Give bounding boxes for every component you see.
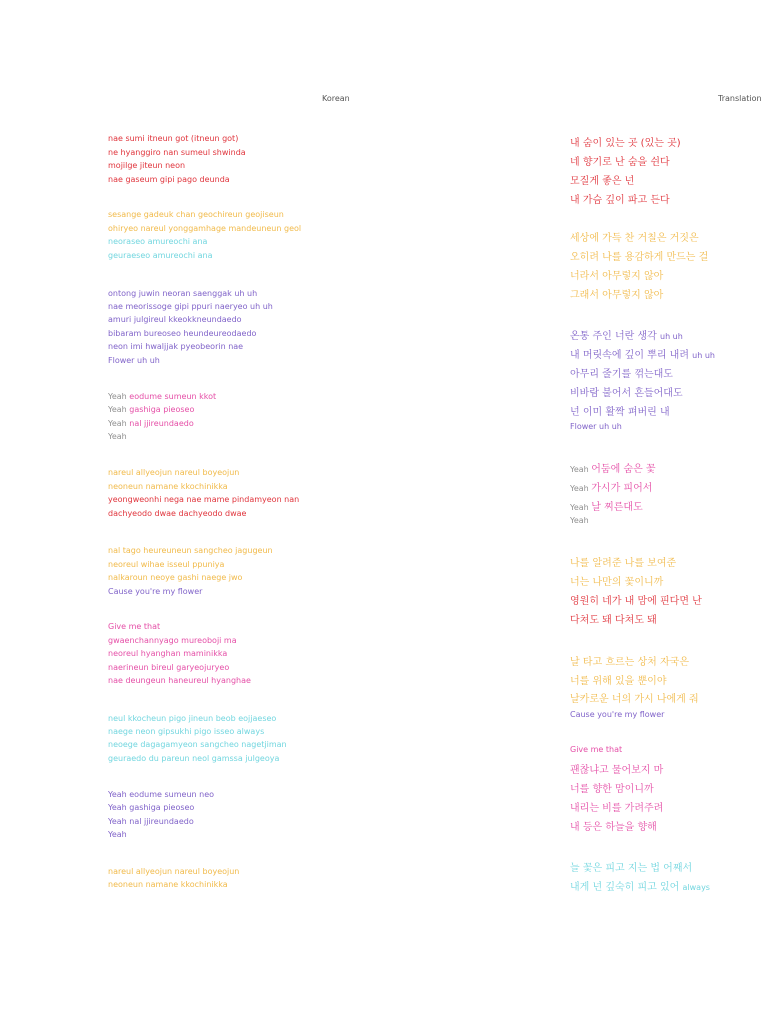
hangul-lyric-line	[570, 498, 643, 513]
hangul-lyric-line	[570, 267, 663, 282]
romanized-lyric-segment: nalkaroun neoye gashi naege jwo	[108, 573, 243, 582]
romanized-lyric-line	[108, 740, 287, 749]
romanized-lyric-line	[108, 830, 127, 839]
romanized-lyric-segment: Yeah	[108, 419, 130, 428]
hangul-lyric-segment: always	[682, 883, 710, 892]
hangul-lyric-segment: 온통 주인 너란 생각	[570, 331, 660, 342]
romanized-lyric-line	[108, 468, 239, 477]
romanized-lyric-line	[108, 148, 246, 157]
romanized-lyric-segment: nal jjireundaedo	[129, 419, 194, 428]
romanized-lyric-line	[108, 302, 273, 311]
romanized-lyric-segment: gwaenchannyago mureoboji ma	[108, 636, 237, 645]
hangul-lyric-line	[570, 153, 670, 168]
romanized-lyric-line	[108, 714, 276, 723]
romanized-lyric-line	[108, 867, 239, 876]
hangul-lyric-segment: 너를 향한 맘이니까	[570, 784, 654, 795]
hangul-lyric-segment: Yeah	[570, 503, 592, 512]
hangul-lyric-line	[570, 191, 670, 206]
romanized-lyric-segment: Flower uh uh	[108, 356, 160, 365]
romanized-lyric-segment: nareul allyeojun nareul boyeojun	[108, 867, 240, 876]
hangul-lyric-line	[570, 229, 699, 244]
hangul-lyric-segment: 괜찮냐고 물어보지 마	[570, 765, 664, 776]
romanized-lyric-line	[108, 803, 194, 812]
romanized-lyric-segment: naerineun bireul garyeojuryeo	[108, 663, 230, 672]
romanized-lyric-segment: neoege dagagamyeon sangcheo nagetjiman	[108, 740, 287, 749]
romanized-lyric-line	[108, 560, 224, 569]
romanized-lyric-line	[108, 405, 194, 414]
romanized-lyric-segment: nae deungeun haneureul hyanghae	[108, 676, 251, 685]
romanized-lyric-segment: eodume sumeun kkot	[129, 392, 217, 401]
hangul-lyric-line	[570, 479, 652, 494]
romanized-lyric-segment: nae gaseum gipi pago deunda	[108, 175, 230, 184]
hangul-lyric-segment: 내리는 비를 가려주려	[570, 803, 664, 814]
hangul-lyric-segment: 내 등은 하늘을 향해	[570, 822, 657, 833]
hangul-lyric-segment: 날카로운 너의 가시 나에게 줘	[570, 694, 699, 705]
hangul-lyric-line	[570, 327, 683, 342]
hangul-lyric-segment: 날 찌른대도	[591, 502, 643, 513]
romanized-lyric-line	[108, 622, 160, 631]
romanized-lyric-segment: nae meorissoge gipi ppuri naeryeo uh uh	[108, 302, 273, 311]
hangul-lyric-segment: 나를 알려준 나를 보여준	[570, 558, 677, 569]
romanized-lyric-line	[108, 210, 284, 219]
hangul-lyric-segment: Flower uh uh	[570, 422, 622, 431]
romanized-lyric-segment: amuri julgireul kkeokkneundaedo	[108, 315, 242, 324]
romanized-lyric-line	[108, 573, 242, 582]
romanized-lyric-segment: bibaram bureoseo heundeureodaedo	[108, 329, 257, 338]
hangul-lyric-segment: uh uh	[692, 351, 715, 360]
romanized-lyric-segment: nal tago heureuneun sangcheo jagugeun	[108, 546, 273, 555]
hangul-lyric-line	[570, 286, 663, 301]
romanized-lyric-line	[108, 817, 194, 826]
hangul-lyric-line	[570, 709, 664, 720]
romanized-lyric-line	[108, 754, 279, 763]
romanized-lyric-segment: nareul allyeojun nareul boyeojun	[108, 468, 240, 477]
hangul-lyric-segment: 너는 나만의 꽃이니까	[570, 577, 664, 588]
hangul-lyric-segment: 넌 이미 활짝 펴버린 내	[570, 407, 670, 418]
hangul-lyric-segment: 오히려 나를 용감하게 만드는 걸	[570, 252, 709, 263]
hangul-lyric-line	[570, 365, 673, 380]
romanized-lyric-line	[108, 649, 227, 658]
hangul-lyric-line	[570, 690, 699, 705]
romanized-lyric-segment: geuraeseo amureochi ana	[108, 251, 213, 260]
hangul-lyric-segment: 가시가 피어서	[591, 483, 653, 494]
romanized-lyric-segment: Yeah	[108, 830, 127, 839]
hangul-lyric-segment: Yeah	[570, 484, 592, 493]
romanized-lyric-segment: Yeah	[108, 405, 130, 414]
romanized-lyric-segment: neoreul hyanghan maminikka	[108, 649, 228, 658]
romanized-lyric-line	[108, 587, 202, 596]
hangul-lyric-segment: 내 가슴 깊이 파고 든다	[570, 195, 670, 206]
romanized-lyric-line	[108, 676, 251, 685]
hangul-lyric-segment: 그래서 아무렇지 않아	[570, 290, 664, 301]
romanized-lyric-segment: nae sumi itneun got (itneun got)	[108, 134, 239, 143]
romanized-lyric-segment: neoneun namane kkochinikka	[108, 482, 228, 491]
romanized-lyric-segment: ontong juwin neoran saenggak uh uh	[108, 289, 258, 298]
hangul-lyric-line	[570, 554, 676, 569]
hangul-lyric-segment: 너를 위해 있을 뿐이야	[570, 676, 667, 687]
hangul-lyric-line	[570, 592, 702, 607]
hangul-lyric-segment: 아무리 줄기를 꺾는대도	[570, 369, 673, 380]
hangul-lyric-line	[570, 134, 681, 149]
hangul-lyric-line	[570, 573, 663, 588]
romanized-lyric-line	[108, 356, 160, 365]
hangul-lyric-line	[570, 346, 715, 361]
romanized-lyric-segment: neoreul wihae isseul ppuniya	[108, 560, 225, 569]
hangul-lyric-segment: 늘 꽃은 피고 지는 법 어째서	[570, 863, 693, 874]
romanized-lyric-line	[108, 636, 237, 645]
romanized-lyric-line	[108, 663, 229, 672]
hangul-lyric-segment: 어둠에 숨은 꽃	[591, 464, 656, 475]
romanized-lyric-segment: Yeah	[108, 392, 130, 401]
romanized-lyric-line	[108, 392, 216, 401]
romanized-lyric-segment: Yeah	[108, 432, 127, 441]
romanized-lyric-line	[108, 315, 242, 324]
hangul-lyric-line	[570, 384, 683, 399]
romanized-lyric-segment: gashiga pieoseo	[129, 405, 195, 414]
hangul-lyric-segment: Yeah	[570, 516, 589, 525]
romanized-lyric-line	[108, 509, 246, 518]
hangul-lyric-line	[570, 780, 654, 795]
hangul-lyric-segment: 내 머릿속에 깊이 뿌리 내려	[570, 350, 693, 361]
romanized-lyric-line	[108, 342, 243, 351]
hangul-lyric-segment: Give me that	[570, 745, 623, 754]
hangul-lyric-line	[570, 248, 708, 263]
romanized-lyric-line	[108, 289, 257, 298]
hangul-lyric-segment: 내 숨이 있는 곳 (있는 곳)	[570, 138, 681, 149]
hangul-lyric-segment: 영원히 네가 내 맘에 핀다면 난	[570, 596, 702, 607]
hangul-lyric-segment: Cause you're my flower	[570, 710, 665, 719]
romanized-lyric-line	[108, 419, 194, 428]
romanized-lyric-segment: dachyeodo dwae dachyeodo dwae	[108, 509, 247, 518]
hangul-lyric-line	[570, 859, 692, 874]
hangul-lyric-segment: uh uh	[660, 332, 683, 341]
romanized-lyric-line	[108, 134, 238, 143]
romanized-lyric-line	[108, 727, 264, 736]
romanized-lyric-line	[108, 175, 230, 184]
romanized-lyric-segment: neon imi hwaljjak pyeobeorin nae	[108, 342, 244, 351]
romanized-lyric-line	[108, 546, 273, 555]
romanized-lyric-line	[108, 237, 207, 246]
hangul-lyric-line	[570, 611, 657, 626]
hangul-lyric-segment: 네 향기로 난 숨을 쉰다	[570, 157, 670, 168]
hangul-lyric-line	[570, 818, 657, 833]
romanized-lyric-line	[108, 495, 299, 504]
romanized-lyric-segment: Give me that	[108, 622, 161, 631]
hangul-lyric-line	[570, 515, 589, 526]
hangul-lyric-segment: 너라서 아무렇지 않아	[570, 271, 664, 282]
romanized-lyric-line	[108, 329, 256, 338]
romanized-lyric-segment: Yeah gashiga pieoseo	[108, 803, 195, 812]
hangul-lyric-line	[570, 460, 656, 475]
hangul-lyric-segment: 모질게 좋은 넌	[570, 176, 635, 187]
hangul-lyric-line	[570, 172, 634, 187]
romanized-lyric-line	[108, 224, 301, 233]
romanized-lyric-line	[108, 161, 185, 170]
romanized-lyric-line	[108, 482, 228, 491]
hangul-lyric-line	[570, 672, 666, 687]
romanized-lyric-segment: ne hyanggiro nan sumeul shwinda	[108, 148, 246, 157]
romanized-lyric-segment: neoraseo amureochi ana	[108, 237, 208, 246]
romanized-lyric-segment: Cause you're my flower	[108, 587, 203, 596]
romanized-lyric-segment: naege neon gipsukhi pigo isseo always	[108, 727, 265, 736]
korean-column-header: Korean	[322, 94, 350, 103]
romanized-lyric-line	[108, 880, 228, 889]
romanized-lyric-segment: sesange gadeuk chan geochireun geojiseun	[108, 210, 284, 219]
hangul-lyric-segment: Yeah	[570, 465, 592, 474]
romanized-lyric-segment: geuraedo du pareun neol gamssa julgeoya	[108, 754, 280, 763]
romanized-lyric-segment: Yeah nal jjireundaedo	[108, 817, 194, 826]
translation-column-header: Translation	[718, 94, 762, 103]
romanized-lyric-segment: Yeah eodume sumeun neo	[108, 790, 215, 799]
hangul-lyric-segment: 날 타고 흐르는 상처 자국은	[570, 657, 689, 668]
hangul-lyric-line	[570, 421, 622, 432]
hangul-lyric-segment: 내게 넌 깊숙히 피고 있어	[570, 882, 683, 893]
romanized-lyric-segment: neul kkocheun pigo jineun beob eojjaeseo	[108, 714, 277, 723]
romanized-lyric-line	[108, 251, 213, 260]
hangul-lyric-segment: 비바람 불어서 흔들어대도	[570, 388, 683, 399]
romanized-lyric-segment: mojilge jiteun neon	[108, 161, 186, 170]
romanized-lyric-segment: ohiryeo nareul yonggamhage mandeuneun geol	[108, 224, 302, 233]
hangul-lyric-line	[570, 653, 689, 668]
hangul-lyric-line	[570, 761, 663, 776]
romanized-lyric-segment: neoneun namane kkochinikka	[108, 880, 228, 889]
romanized-lyric-line	[108, 432, 127, 441]
hangul-lyric-line	[570, 744, 622, 755]
hangul-lyric-line	[570, 878, 710, 893]
hangul-lyric-segment: 세상에 가득 찬 거칠은 거짓은	[570, 233, 699, 244]
hangul-lyric-segment: 다쳐도 돼 다쳐도 돼	[570, 615, 657, 626]
romanized-lyric-segment: yeongweonhi nega nae mame pindamyeon nan	[108, 495, 300, 504]
hangul-lyric-line	[570, 799, 663, 814]
hangul-lyric-line	[570, 403, 670, 418]
romanized-lyric-line	[108, 790, 214, 799]
